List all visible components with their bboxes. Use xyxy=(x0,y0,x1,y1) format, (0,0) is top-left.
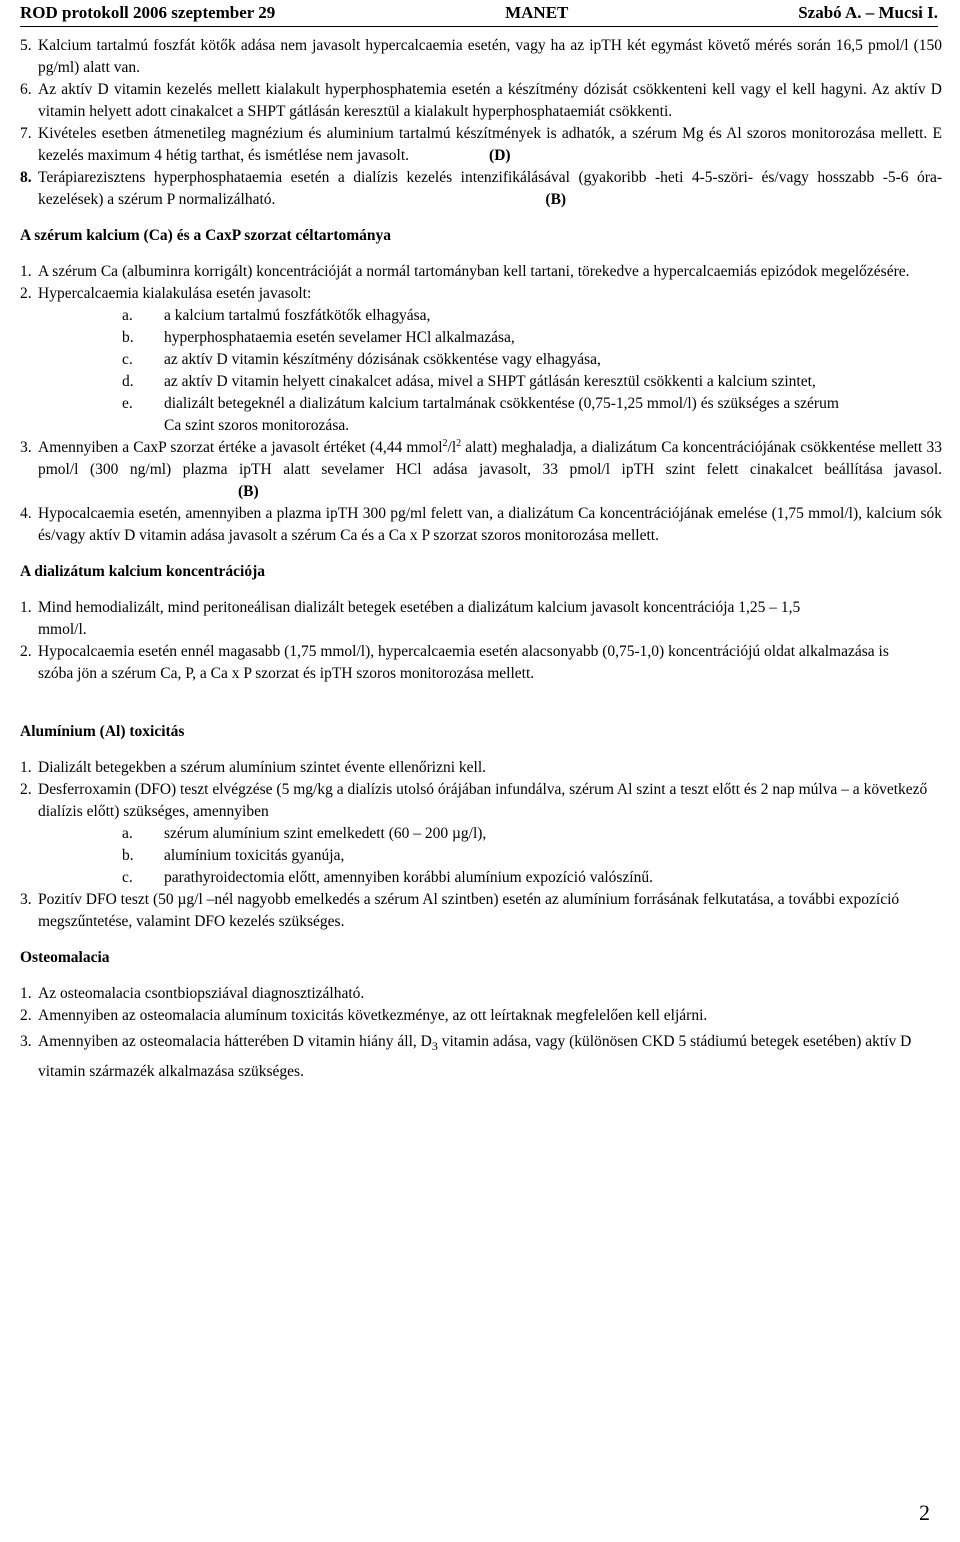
list-item: 1. Mind hemodializált, mind peritoneálisan dializált betegek esetében a dializátum kalcium javasolt koncentrációja 1,25 – 1,5 mmol/l. xyxy=(20,599,801,638)
list-item: 3. Amennyiben az osteomalacia hátterében D vitamin hiány áll, $D_3$ vitamin adása, vagy (különösen CKD 5 stádiumú betegek esetében) aktív D vitamin származék alkalmazása szükséges. xyxy=(20,1033,912,1080)
header-center: MANET xyxy=(505,3,569,22)
page-number: 2 xyxy=(919,1500,930,1525)
header-left: ROD protokoll 2006 szeptember 29 xyxy=(20,3,276,22)
page-header xyxy=(20,2,938,24)
list-item: 6. Az aktív D vitamin kezelés mellett kialakult hyperphosphatemia esetén a készítmény dózisát csökkenteni kell vagy el kell hagyni. Az aktív D vitamin helyett adott cinakalcet a SHPT gátlásán keresztül a kialakult hyperphosphataemiát csökkenti. xyxy=(20,81,942,120)
section-title: Osteomalacia xyxy=(20,949,110,966)
list-item: 1. Az osteomalacia csontbiopsziával diagnosztizálható. xyxy=(20,985,365,1002)
evidence-tag: (B) xyxy=(238,483,259,500)
list-item: 2. Hypocalcaemia esetén ennél magasabb (1,75 mmol/l), hypercalcaemia esetén alacsonyabb (0,75-1,0) koncentrációjú oldat alkalmazása is szóba jön a szérum Ca, P, a Ca x P szorzat és ipTH szoros monitorozása mellett. xyxy=(20,643,889,682)
list-item: 3. Pozitív DFO teszt (50 µg/l –nél nagyobb emelkedés a szérum Al szintben) esetén az alumínium forrásának felkutatása, a további expozíció megszűntetése, valamint DFO kezelés szükséges. xyxy=(20,891,900,930)
list-item: 2. Desferroxamin (DFO) teszt elvégzése (5 mg/kg a dialízis utolsó órájában infundálva, szérum Al szint a teszt előtt és 2 nap múlva – a következő dialízis előtt) szükséges, amennyiben xyxy=(20,781,928,820)
list-item: 8. Terápiarezisztens hyperphosphataemia esetén a dialízis kezelés intenzifikálásával (gyakoribb -heti 4-5-szöri- és/vagy hosszabb -5-6 óra-kezelések) a szérum P normalizálható. (B) xyxy=(20,167,942,211)
list-item: 3. Amennyiben a CaxP szorzat értéke a javasolt értéket (4,44 $mmol^2/l^2$ alatt) meghaladja, a dializátum Ca koncentrációjának csökkentése mellett 33 pmol/l (300 ng/ml) plazma ipTH alatt sevelamer HCl adása javasolt, 33 pmol/l ipTH szint felett cinakalcet beállítása javasol.(B) xyxy=(20,437,942,503)
section-title: Alumínium (Al) toxicitás xyxy=(20,723,185,740)
list-item: 5. Kalcium tartalmú foszfát kötők adása nem javasolt hypercalcaemia esetén, vagy ha az ipTH két egymást követő mérés során 16,5 pmol/l (150 pg/ml) alatt van. xyxy=(20,37,942,76)
list-item: 2. Hypercalcaemia kialakulása esetén javasolt: xyxy=(20,285,312,302)
sub-item: a. a kalcium tartalmú foszfátkötők elhagyása, xyxy=(122,307,431,324)
list-item: 7. Kivételes esetben átmenetileg magnézium és aluminium tartalmú készítmények is adhatók, a szérum Mg és Al szoros monitorozása mellett. E kezelés maximum 4 hétig tarthat, és ismétlése nem javasolt. (D) xyxy=(20,123,942,167)
header-right: Szabó A. – Mucsi I. xyxy=(798,3,938,22)
evidence-tag: (D) xyxy=(489,147,511,164)
content xyxy=(20,35,942,1087)
sub-item: c. parathyroidectomia előtt, amennyiben korábbi alumínium expozíció valószínű. xyxy=(122,869,653,886)
list-item: 1. A szérum Ca (albuminra korrigált) koncentrációját a normál tartományban kell tartani, törekedve a hypercalcaemiás epizódok megelőzésére. xyxy=(20,263,910,280)
sub-item: b. alumínium toxicitás gyanúja, xyxy=(122,847,345,864)
list-item: 4. Hypocalcaemia esetén, amennyiben a plazma ipTH 300 pg/ml felett van, a dializátum Ca koncentrációjának emelése (1,75 mmol/l), kalcium sók és/vagy aktív D vitamin adása javasolt a szérum Ca és a Ca x P szorzat szoros monitorozása mellett. xyxy=(20,505,942,544)
section-title: A szérum kalcium (Ca) és a CaxP szorzat céltartománya xyxy=(20,227,392,244)
header-rule xyxy=(20,26,938,27)
sub-item: d. az aktív D vitamin helyett cinakalcet adása, mivel a SHPT gátlásán keresztül csökkenti a kalcium szintet, xyxy=(122,373,816,390)
list-item: 1. Dializált betegekben a szérum alumínium szintet évente ellenőrizni kell. xyxy=(20,759,487,776)
sub-item: b. hyperphosphataemia esetén sevelamer HCl alkalmazása, xyxy=(122,329,515,346)
sub-item: a. szérum alumínium szint emelkedett (60 – 200 µg/l), xyxy=(122,825,487,842)
evidence-tag: (B) xyxy=(545,191,567,208)
section-title: A dializátum kalcium koncentrációja xyxy=(20,563,265,580)
list-item: 2. Amennyiben az osteomalacia alumínum toxicitás következménye, az ott leírtaknak megfelelően kell eljárni. xyxy=(20,1007,708,1024)
sub-item: c. az aktív D vitamin készítmény dózisának csökkentése vagy elhagyása, xyxy=(122,351,601,368)
sub-item: e. dializált betegeknél a dializátum kalcium tartalmának csökkentése (0,75-1,25 mmol/l) és szükséges a szérum Ca szint szoros monitorozása. xyxy=(122,395,839,434)
